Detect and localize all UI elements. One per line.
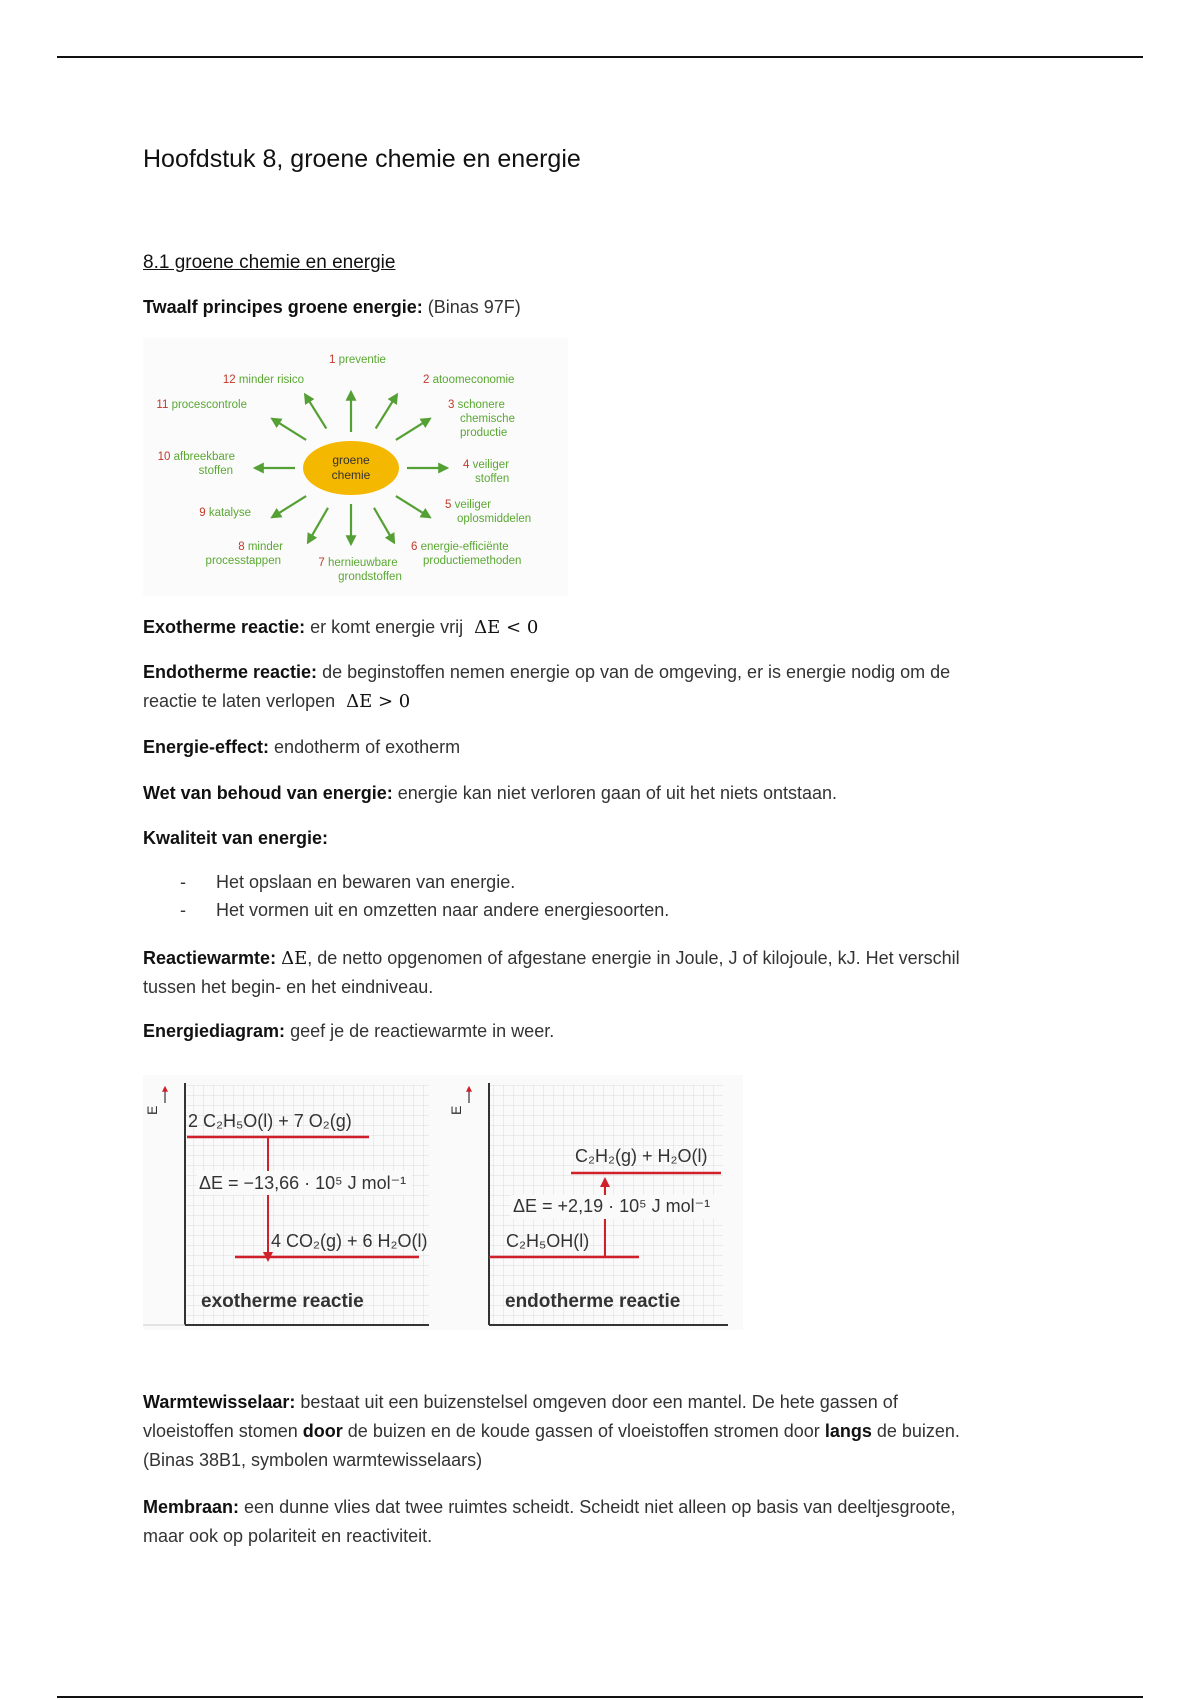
- def-diagram-text: geef je de reactiewarmte in weer.: [290, 1021, 555, 1041]
- principle-label-2: 2 atoomeconomie: [423, 374, 515, 386]
- principle-label-11: 11 procescontrole: [156, 399, 247, 411]
- def-quality-term: Kwaliteit van energie:: [143, 828, 329, 848]
- exchanger-langs: langs: [824, 1421, 872, 1441]
- def-heat-term: Reactiewarmte:: [143, 948, 277, 968]
- def-effect-text: endotherm of exotherm: [274, 737, 461, 757]
- exchanger-term: Warmtewisselaar:: [143, 1392, 296, 1412]
- principles-ref: (Binas 97F): [427, 297, 521, 317]
- header-rule: [57, 56, 1143, 58]
- exchanger-text2a: vloeistoffen stomen: [143, 1421, 298, 1441]
- exchanger-text3: (Binas 38B1, symbolen warmtewisselaars): [143, 1450, 483, 1470]
- exo-reactants: 2 C₂H₅O(l) + 7 O₂(g): [188, 1111, 352, 1131]
- quality-bullet-1-text: Het opslaan en bewaren van energie.: [216, 872, 516, 892]
- def-diagram-term: Energiediagram:: [143, 1021, 286, 1041]
- principle-label-12: 12 minder risico: [222, 374, 304, 386]
- endo-reactants: C₂H₅OH(l): [506, 1231, 590, 1251]
- exotherm-diagram: [143, 1083, 429, 1325]
- principle-label-3: 3 schonere chemische productie: [448, 399, 515, 439]
- principle-label-4: 4 veiliger stoffen: [463, 459, 510, 485]
- def-exotherm-math: ΔE < 0: [474, 617, 539, 638]
- quality-bullet-1: - Het opslaan en bewaren van energie.: [180, 872, 516, 892]
- exo-caption: exotherme reactie: [201, 1291, 364, 1312]
- twelve-principles-figure: [143, 338, 568, 596]
- endo-axis-label: E: [448, 1105, 464, 1115]
- endotherm-diagram: [448, 1083, 728, 1325]
- center-line-2: chemie: [331, 468, 371, 482]
- def-law-term: Wet van behoud van energie:: [143, 783, 393, 803]
- principles-label: Twaalf principes groene energie:: [143, 297, 423, 317]
- def-endotherm: [143, 658, 1063, 716]
- principle-label-5: 5 veiliger oplosmiddelen: [445, 499, 532, 525]
- def-exotherm: [143, 613, 1063, 642]
- principles-heading: [143, 293, 1063, 322]
- def-reaction-heat: [143, 944, 1063, 1002]
- footer-rule: [57, 1696, 1143, 1698]
- principle-label-10: 10 afbreekbare stoffen: [157, 451, 235, 477]
- def-endotherm-text2: reactie te laten verlopen: [143, 691, 336, 711]
- membrane-text1: een dunne vlies dat twee ruimtes scheidt. Scheidt niet alleen op basis van deeltjesgroote,: [244, 1497, 956, 1517]
- def-law-text: energie kan niet verloren gaan of uit het niets ontstaan.: [397, 783, 838, 803]
- def-heat-text2: tussen het begin- en het eindniveau.: [143, 977, 434, 997]
- principle-label-8: 8 minder processtappen: [205, 541, 283, 567]
- def-membrane: [143, 1493, 1063, 1551]
- exchanger-text2c: de buizen.: [876, 1421, 960, 1441]
- def-heat-exchanger: [143, 1388, 1063, 1475]
- center-line-1: groene: [332, 453, 370, 467]
- energy-diagrams: [143, 1075, 743, 1330]
- exchanger-text2b: de buizen en de koude gassen of vloeistoffen stromen door: [347, 1421, 820, 1441]
- endo-delta: ΔE = +2,19 · 10⁵ J mol⁻¹: [513, 1196, 711, 1216]
- def-endotherm-term: Endotherme reactie:: [143, 662, 318, 682]
- def-exotherm-term: Exotherme reactie:: [143, 617, 306, 637]
- def-heat-math: ΔE: [281, 948, 308, 969]
- def-endotherm-math: ΔE > 0: [346, 691, 411, 712]
- quality-bullet-2: - Het vormen uit en omzetten naar andere energiesoorten.: [180, 900, 670, 920]
- def-endotherm-text1: de beginstoffen nemen energie op van de omgeving, er is energie nodig om de: [322, 662, 951, 682]
- exchanger-text1: bestaat uit een buizenstelsel omgeven door een mantel. De hete gassen of: [300, 1392, 898, 1412]
- endo-products: C₂H₂(g) + H₂O(l): [575, 1146, 708, 1166]
- def-effect-term: Energie-effect:: [143, 737, 270, 757]
- exchanger-door: door: [302, 1421, 343, 1441]
- def-energy-diagram: [143, 1017, 1063, 1046]
- principle-label-7: 7 hernieuwbare grondstoffen: [318, 557, 402, 583]
- endo-caption: endotherme reactie: [505, 1291, 681, 1312]
- membrane-text2: maar ook op polariteit en reactiviteit.: [143, 1526, 433, 1546]
- def-heat-text1: , de netto opgenomen of afgestane energie in Joule, J of kilojoule, kJ. Het verschil: [307, 948, 960, 968]
- exo-products: 4 CO₂(g) + 6 H₂O(l): [271, 1231, 428, 1251]
- def-energy-effect: [143, 733, 1063, 762]
- section-title: 8.1 groene chemie en energie: [143, 252, 396, 273]
- membrane-term: Membraan:: [143, 1497, 240, 1517]
- principle-label-6: 6 energie-efficiënte productiemethoden: [411, 541, 522, 567]
- principle-label-9: 9 katalyse: [199, 507, 251, 519]
- exo-delta: ΔE = −13,66 · 10⁵ J mol⁻¹: [199, 1173, 407, 1193]
- exo-axis-label: E: [144, 1105, 160, 1115]
- page-title: Hoofdstuk 8, groene chemie en energie: [143, 145, 581, 173]
- def-energy-quality: [143, 824, 1063, 853]
- def-exotherm-text: er komt energie vrij: [310, 617, 464, 637]
- quality-bullet-2-text: Het vormen uit en omzetten naar andere energiesoorten.: [216, 900, 670, 920]
- principle-label-1: 1 preventie: [329, 354, 386, 366]
- def-conservation-law: [143, 779, 1063, 808]
